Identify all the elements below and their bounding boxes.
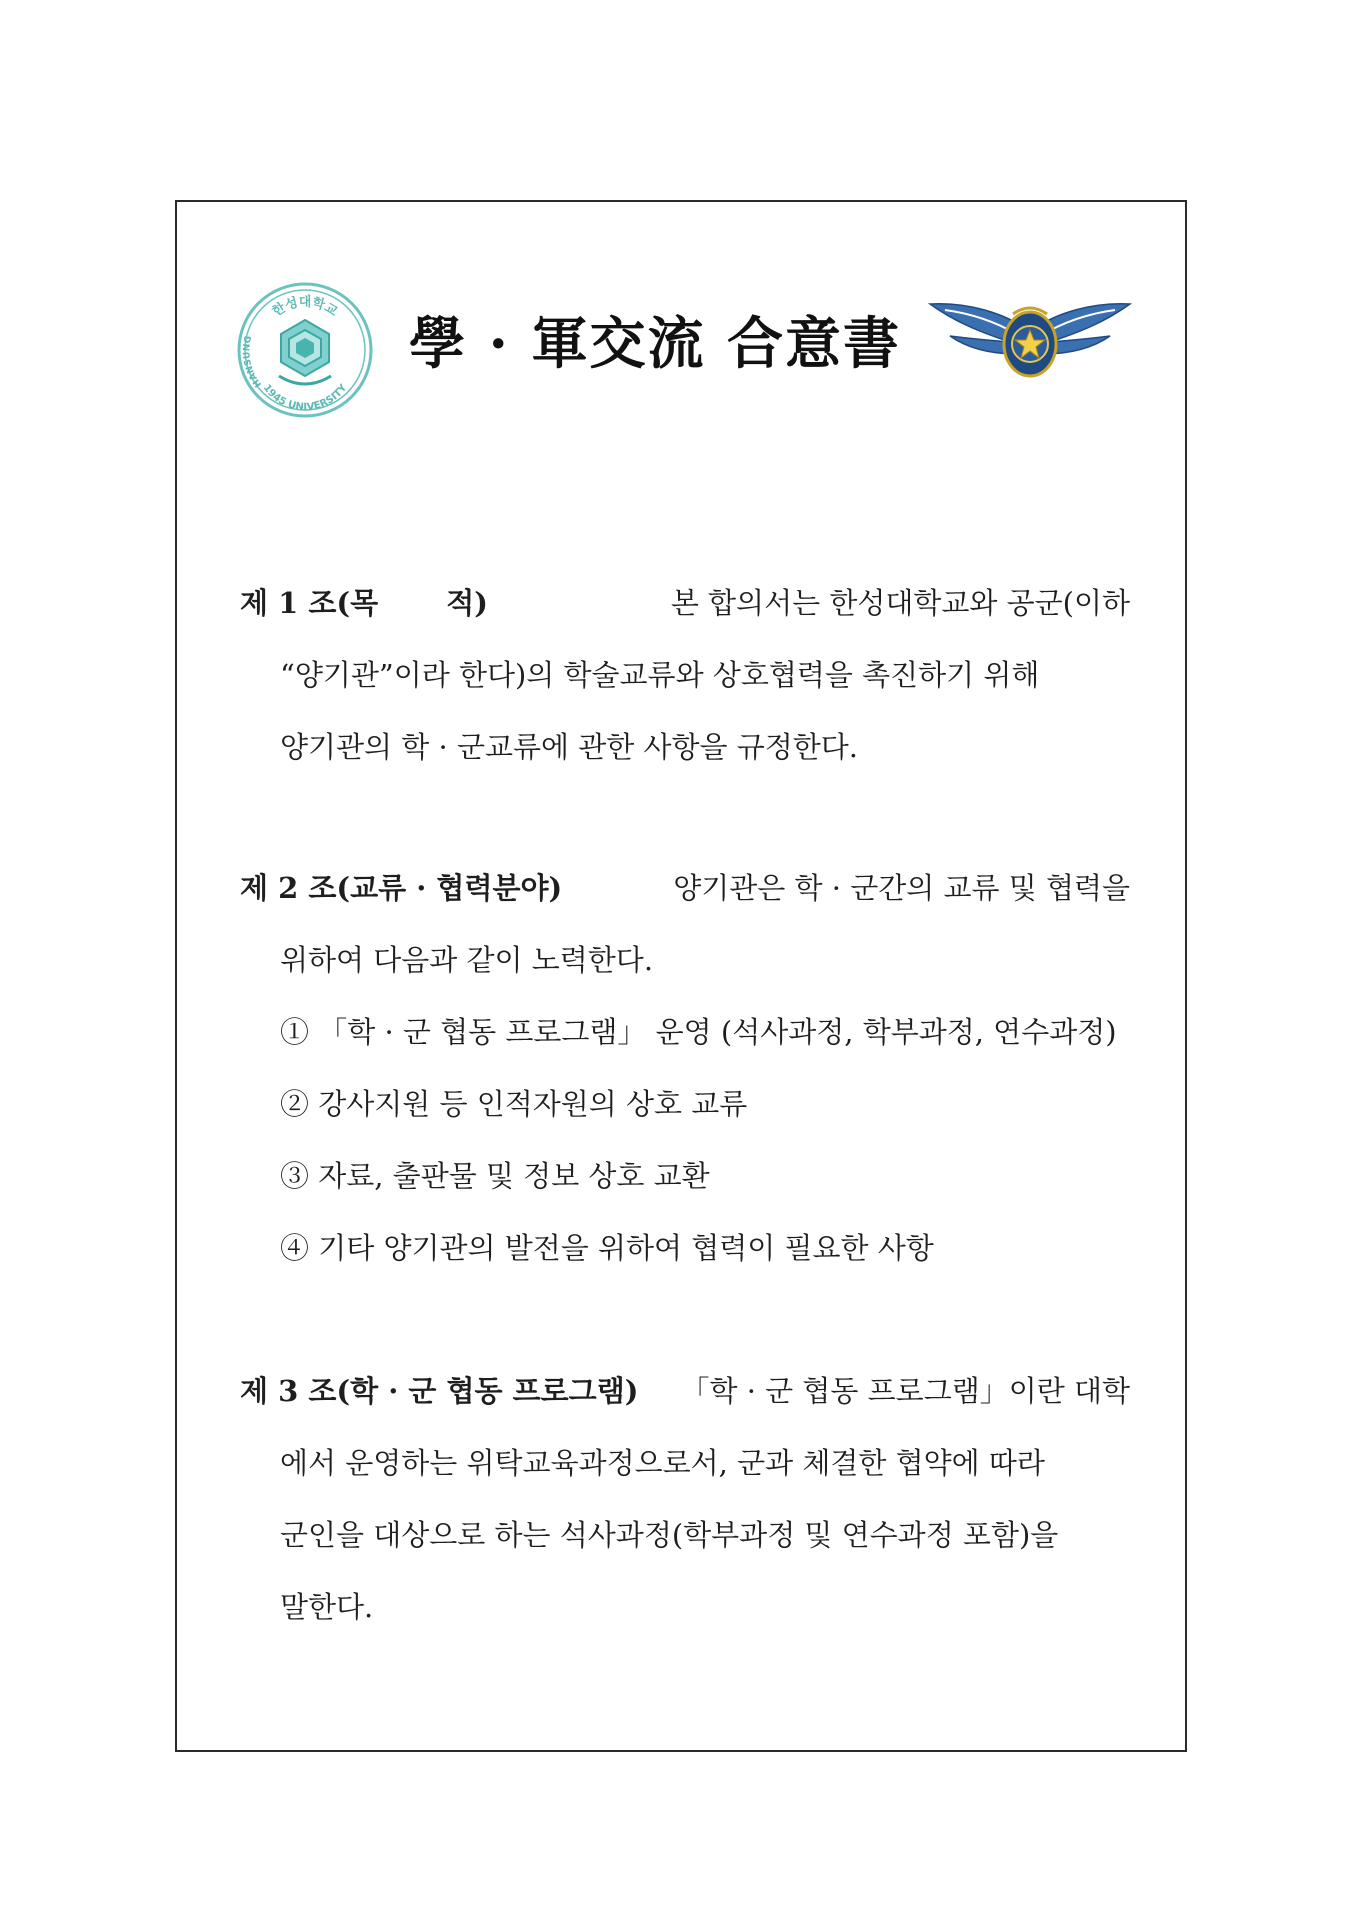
article-3-line-2: 에서 운영하는 위탁교육과정으로서, 군과 체결한 협약에 따라: [280, 1446, 1045, 1480]
article-3-text-1: 「학 · 군 협동 프로그램」이란 대학: [680, 1374, 1130, 1408]
article-3-line-3: 군인을 대상으로 하는 석사과정(학부과정 및 연수과정 포함)을: [280, 1518, 1059, 1552]
article-1-text-1: 본 합의서는 한성대학교와 공군(이하: [670, 586, 1130, 620]
seal-side-text: HANSUNG: [242, 335, 265, 389]
article-1-line-2: “양기관”이라 한다)의 학술교류와 상호협력을 촉진하기 위해: [280, 658, 1040, 692]
hansung-university-seal-icon: [235, 280, 375, 420]
article-3-heading: 제 3 조(학 · 군 협동 프로그램): [240, 1374, 639, 1408]
article-2-item-2: ② 강사지원 등 인적자원의 상호 교류: [280, 1087, 748, 1121]
article-2-line-1: [240, 868, 1130, 908]
article-2-heading: 제 2 조(교류 · 협력분야): [240, 871, 563, 905]
seal-top-text: 한성대학교: [269, 295, 341, 320]
article-2-item-1: ① 「학 · 군 협동 프로그램」 운영 (석사과정, 학부과정, 연수과정): [280, 1015, 1117, 1049]
article-1-heading: 제 1 조(목 적): [240, 586, 488, 620]
document-title: 學 · 軍交流 合意書: [409, 311, 901, 377]
svg-text:한성대학교: [269, 294, 340, 320]
article-2-item-4: ④ 기타 양기관의 발전을 위하여 협력이 필요한 사항: [280, 1231, 934, 1265]
article-1-line-3: 양기관의 학 · 군교류에 관한 사항을 규정한다.: [280, 730, 858, 764]
article-2-text-1: 양기관은 학 · 군간의 교류 및 협력을: [673, 871, 1130, 905]
air-force-emblem-icon: [925, 292, 1135, 392]
article-1-line-1: [240, 583, 1130, 623]
article-2-line-2: 위하여 다음과 같이 노력한다.: [280, 943, 654, 977]
article-2-item-3: ③ 자료, 출판물 및 정보 상호 교환: [280, 1159, 710, 1193]
seal-bottom-text: 1945 UNIVERSITY: [260, 382, 350, 414]
article-3-line-4: 말한다.: [280, 1590, 374, 1624]
article-3-line-1: [240, 1371, 1130, 1411]
